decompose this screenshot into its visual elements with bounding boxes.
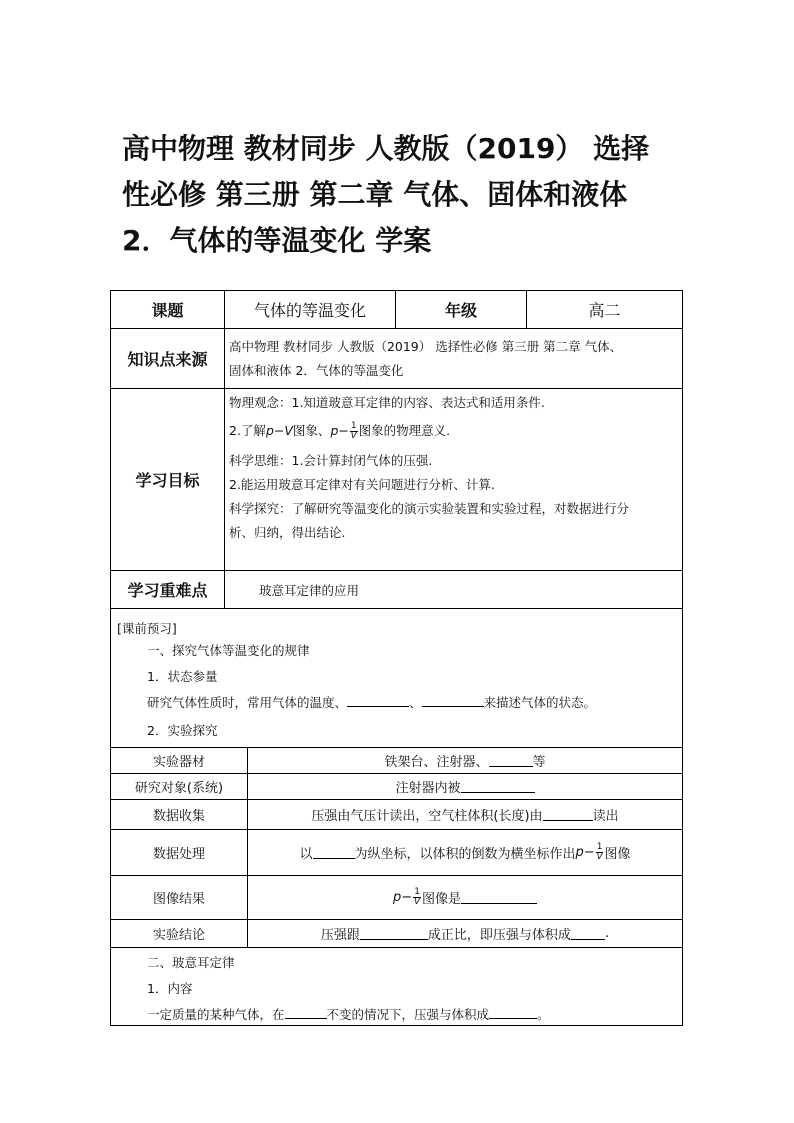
- frac-den: V: [350, 431, 357, 441]
- goal-line-1: 物理观念：1.知道玻意耳定律的内容、表达式和适用条件.: [229, 395, 545, 410]
- exp-label: 数据处理: [111, 830, 248, 875]
- focus-row: [111, 571, 682, 609]
- state-text-b: 、: [409, 695, 422, 710]
- section-2-sub: 1．内容: [147, 981, 193, 996]
- goal-line-2-c: 图象的物理意义.: [358, 423, 451, 438]
- source-label: 知识点来源: [111, 329, 225, 388]
- state-text-c: 来描述气体的状态。: [483, 695, 597, 710]
- goal-line-4: 2.能运用玻意耳定律对有关问题进行分析、计算.: [229, 477, 495, 492]
- var-p: p: [265, 423, 274, 438]
- blank-field[interactable]: [543, 808, 593, 821]
- exp-value: [248, 800, 682, 829]
- blank-field[interactable]: [285, 1006, 327, 1019]
- subsection-1: 1．状态参量: [147, 669, 218, 684]
- exp-text: 压强由气压计读出，空气柱体积(长度)由: [311, 809, 543, 824]
- blank-field[interactable]: [360, 927, 428, 940]
- preview-tag: [课前预习]: [117, 621, 177, 636]
- exp-text: 压强跟: [320, 928, 360, 943]
- exp-text: 以: [299, 847, 313, 862]
- exp-text: 成正比，即压强与体积成: [427, 928, 571, 943]
- exp-value: [248, 774, 682, 799]
- exp-value: [248, 748, 682, 773]
- dash: −: [583, 845, 595, 860]
- exp-row-equipment: [111, 748, 682, 774]
- blank-field[interactable]: [489, 754, 533, 767]
- var-p: p: [393, 890, 402, 905]
- exp-label: 实验结论: [111, 920, 248, 947]
- exp-row-conclusion: [111, 920, 682, 948]
- title-line-1: 高中物理 教材同步 人教版（2019） 选择: [122, 132, 650, 165]
- exp-label: 图像结果: [111, 876, 248, 919]
- dash: −: [401, 890, 413, 905]
- exp-label: 实验器材: [111, 748, 248, 773]
- exp-row-result: [111, 876, 682, 920]
- lesson-table: [110, 290, 683, 1026]
- experiment-table: [111, 747, 682, 948]
- exp-text: .: [604, 926, 610, 941]
- goal-line-2-b: 图象、: [292, 423, 331, 438]
- section-1-heading: 一、探究气体等温变化的规律: [147, 643, 310, 658]
- title-line-2: 性必修 第三册 第二章 气体、固体和液体: [122, 178, 628, 211]
- section-2-heading: 二、玻意耳定律: [147, 955, 235, 970]
- fraction-1-over-v: [350, 422, 358, 441]
- source-text: [229, 329, 682, 388]
- title-line-3: 2．气体的等温变化 学案: [122, 224, 432, 257]
- exp-text: 等: [532, 755, 546, 770]
- frac-num: 1: [596, 842, 603, 852]
- dash: −: [273, 423, 285, 438]
- grade-value: 高二: [588, 301, 621, 320]
- goal-line-5: 科学探究：了解研究等温变化的演示实验装置和实验过程，对数据进行分: [229, 501, 630, 516]
- exp-value: [248, 920, 682, 947]
- page-title: [122, 126, 682, 264]
- subsection-2: 2．实验探究: [147, 723, 218, 738]
- exp-text: 读出: [592, 809, 619, 824]
- grade-label: 年级: [396, 291, 527, 328]
- law-text-c: 。: [537, 1007, 550, 1022]
- blank-field[interactable]: [461, 780, 535, 793]
- exp-row-processing: [111, 830, 682, 876]
- law-text-a: 一定质量的某种气体，在: [147, 1007, 285, 1022]
- source-row: [111, 329, 682, 389]
- source-line-2: 固体和液体 2．气体的等温变化: [229, 362, 404, 378]
- frac-num: 1: [350, 421, 357, 431]
- exp-row-collection: [111, 800, 682, 830]
- focus-value: 玻意耳定律的应用: [259, 582, 360, 598]
- exp-row-object: [111, 774, 682, 800]
- goal-line-6: 析、归纳，得出结论.: [229, 525, 346, 540]
- exp-label: 研究对象(系统): [111, 774, 248, 799]
- dash: −: [338, 423, 349, 438]
- state-params-text: [147, 693, 596, 711]
- blank-field[interactable]: [461, 891, 537, 904]
- goals-text: [229, 389, 682, 570]
- goals-label: 学习目标: [111, 389, 225, 570]
- goal-line-2: [229, 415, 450, 447]
- exp-value: [248, 830, 682, 875]
- boyle-law-text: [147, 1005, 550, 1023]
- blank-field[interactable]: [313, 846, 355, 859]
- focus-label: 学习重难点: [111, 571, 225, 608]
- fraction-1-over-v: [413, 888, 421, 907]
- source-line-1: 高中物理 教材同步 人教版（2019） 选择性必修 第三册 第二章 气体、: [229, 338, 623, 354]
- topic-row: [111, 291, 682, 329]
- goal-line-2-a: 2.了解: [229, 423, 266, 438]
- exp-value: [248, 876, 682, 919]
- topic-value: 气体的等温变化: [225, 291, 396, 328]
- state-text-a: 研究气体性质时，常用气体的温度、: [147, 695, 348, 710]
- exp-text: 注射器内被: [395, 781, 461, 796]
- blank-field[interactable]: [422, 694, 484, 707]
- blank-field[interactable]: [347, 694, 409, 707]
- frac-den: V: [596, 852, 603, 862]
- exp-text: 图像: [604, 847, 631, 862]
- topic-label: 课题: [111, 291, 225, 328]
- var-v: V: [284, 423, 293, 438]
- exp-text: 铁架台、注射器、: [384, 755, 489, 770]
- exp-text: 图像是: [421, 892, 461, 907]
- blank-field[interactable]: [571, 927, 605, 940]
- exp-text: 为纵坐标，以体积的倒数为横坐标作出: [354, 847, 576, 862]
- goals-row: [111, 389, 682, 571]
- goal-line-3: 科学思维：1.会计算封闭气体的压强.: [229, 453, 433, 468]
- var-p: p: [575, 845, 584, 860]
- exp-label: 数据收集: [111, 800, 248, 829]
- law-text-b: 不变的情况下，压强与体积成: [326, 1007, 490, 1022]
- fraction-1-over-v: [596, 843, 604, 862]
- blank-field[interactable]: [489, 1006, 537, 1019]
- frac-num: 1: [414, 887, 420, 897]
- var-p: p: [330, 423, 339, 438]
- frac-den: V: [413, 897, 421, 907]
